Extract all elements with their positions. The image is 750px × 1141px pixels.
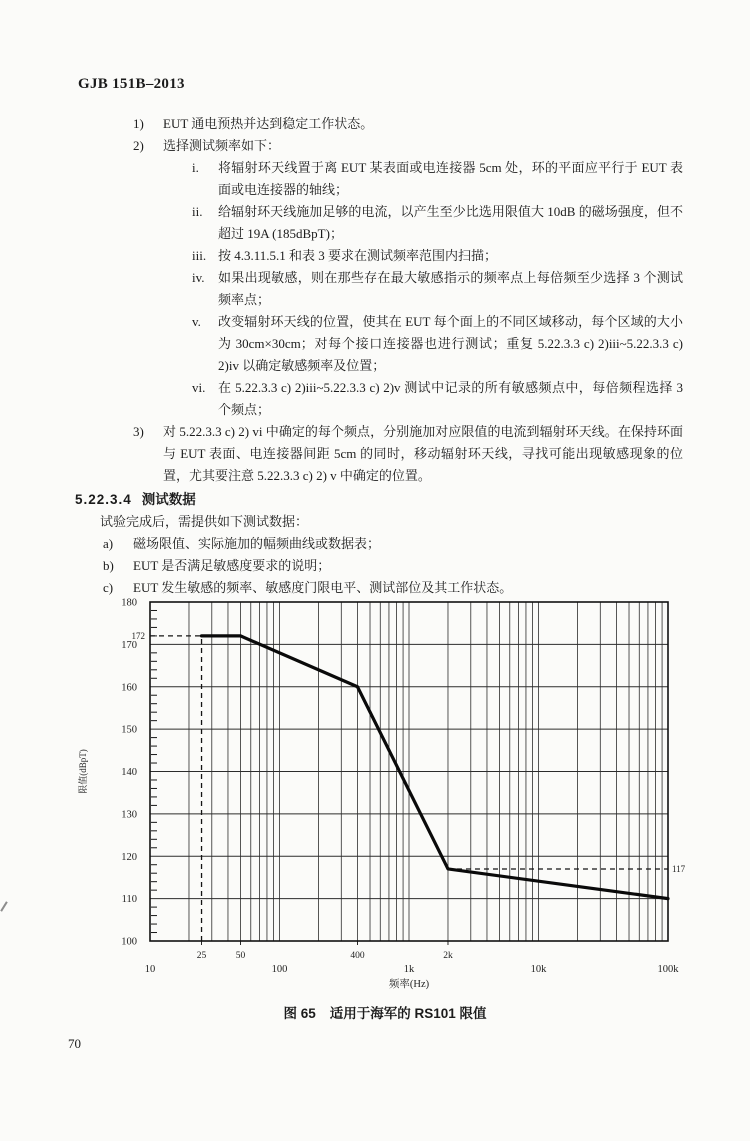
svg-text:170: 170 <box>121 639 137 651</box>
svg-text:10k: 10k <box>530 964 547 975</box>
subitem-number: ii. <box>192 204 203 219</box>
procedure-subitem-iii <box>75 245 683 267</box>
section-intro: 试验完成后，需提供如下测试数据： <box>100 514 309 529</box>
subitem-number: v. <box>192 314 201 329</box>
section-title: 测试数据 <box>141 492 196 507</box>
svg-text:120: 120 <box>121 851 137 863</box>
item-number: 3) <box>133 424 144 439</box>
item-number: a) <box>103 536 114 551</box>
item-text: 磁场限值、实际施加的幅频曲线或数据表； <box>133 536 381 551</box>
grid-lines <box>150 602 668 941</box>
svg-text:140: 140 <box>121 767 137 778</box>
svg-text:25: 25 <box>196 951 207 961</box>
svg-text:117: 117 <box>672 863 686 874</box>
document-number: GJB 151B–2013 <box>78 76 185 92</box>
subitem-number: iv. <box>192 270 205 285</box>
subitem-number: iii. <box>192 248 207 263</box>
subitem-text: 将辐射环天线置于离 EUT 某表面或电连接器 5cm 处，环的平面应平行于 EUT 表面或电连接器的轴线； <box>218 160 683 197</box>
subitem-number: vi. <box>192 380 206 395</box>
svg-text:50: 50 <box>235 951 246 961</box>
procedure-item-1 <box>75 113 683 135</box>
svg-text:400: 400 <box>350 951 365 961</box>
item-text: EUT 是否满足敏感度要求的说明； <box>133 558 331 573</box>
figure-title: 适用于海军的 RS101 限值 <box>329 1006 487 1021</box>
procedure-subitem-v <box>75 311 683 377</box>
subitem-text: 在 5.22.3.3 c) 2)iii~5.22.3.3 c) 2)v 测试中记录的所有敏感频点中，每倍频程选择 3 个频点； <box>218 380 683 417</box>
section-heading <box>75 489 683 511</box>
item-number: 2) <box>133 138 144 153</box>
subitem-number: i. <box>192 160 199 175</box>
svg-text:100: 100 <box>271 964 288 975</box>
svg-text:180: 180 <box>121 597 137 609</box>
section-number: 5.22.3.4 <box>75 492 132 507</box>
svg-text:100k: 100k <box>657 964 679 975</box>
item-number: b) <box>103 558 114 573</box>
item-text: EUT 发生敏感的频率、敏感度门限电平、测试部位及其工作状态。 <box>133 580 513 595</box>
svg-text:10: 10 <box>144 964 156 975</box>
svg-text:1k: 1k <box>403 964 415 975</box>
test-data-item-a <box>75 533 683 555</box>
subitem-text: 给辐射环天线施加足够的电流，以产生至少比选用限值大 10dB 的磁场强度，但不超过 19A (185dBpT)； <box>218 204 683 241</box>
svg-text:172: 172 <box>131 630 145 641</box>
svg-text:150: 150 <box>121 724 137 736</box>
reference-dashed-lines <box>132 631 686 941</box>
svg-text:2k: 2k <box>443 951 453 961</box>
rs101-limit-chart <box>70 588 700 996</box>
figure-caption <box>70 1002 700 1022</box>
procedure-item-2 <box>75 135 683 157</box>
procedure-subitem-iv <box>75 267 683 311</box>
svg-text:100: 100 <box>121 936 137 948</box>
subitem-text: 按 4.3.11.5.1 和表 3 要求在测试频率范围内扫描； <box>218 248 498 263</box>
svg-text:160: 160 <box>121 682 137 694</box>
procedure-subitem-i <box>75 157 683 201</box>
subitem-text: 改变辐射环天线的位置，使其在 EUT 每个面上的不同区域移动，每个区域的大小为 30cm×30cm；对每个接口连接器也进行测试；重复 5.22.3.3 c) 2)iii~5.22.3.3 c) 2)iv 以确定敏感频率及位置； <box>218 314 683 373</box>
item-number: 1) <box>133 116 144 131</box>
scan-artifact-mark <box>0 901 8 911</box>
test-data-item-b <box>75 555 683 577</box>
figure-number: 图 65 <box>283 1006 316 1021</box>
svg-text:频率(Hz): 频率(Hz) <box>388 979 430 990</box>
figure-65-chart-area <box>70 588 700 996</box>
procedure-item-3 <box>75 421 683 487</box>
svg-text:限值(dBpT): 限值(dBpT) <box>78 749 88 794</box>
body-text <box>75 113 683 599</box>
procedure-subitem-ii <box>75 201 683 245</box>
procedure-subitem-vi <box>75 377 683 421</box>
subitem-text: 如果出现敏感，则在那些存在最大敏感指示的频率点上每倍频至少选择 3 个测试频率点； <box>218 270 683 307</box>
item-number: c) <box>103 580 114 595</box>
page-number: 70 <box>68 1036 81 1051</box>
svg-text:130: 130 <box>121 809 137 821</box>
item-text: 选择测试频率如下： <box>163 138 281 153</box>
limit-curve <box>202 636 668 899</box>
item-text: EUT 通电预热并达到稳定工作状态。 <box>163 116 374 131</box>
svg-text:110: 110 <box>121 894 137 906</box>
axis-labels <box>77 598 679 991</box>
item-text: 对 5.22.3.3 c) 2) vi 中确定的每个频点，分别施加对应限值的电流到辐射环天线。在保持环面与 EUT 表面、电连接器间距 5cm 的同时，移动辐射环天线，寻找可能出现敏感现象的位置，尤其要注意 5.22.3.3 c) 2) v 中确定的位置。 <box>163 424 683 483</box>
